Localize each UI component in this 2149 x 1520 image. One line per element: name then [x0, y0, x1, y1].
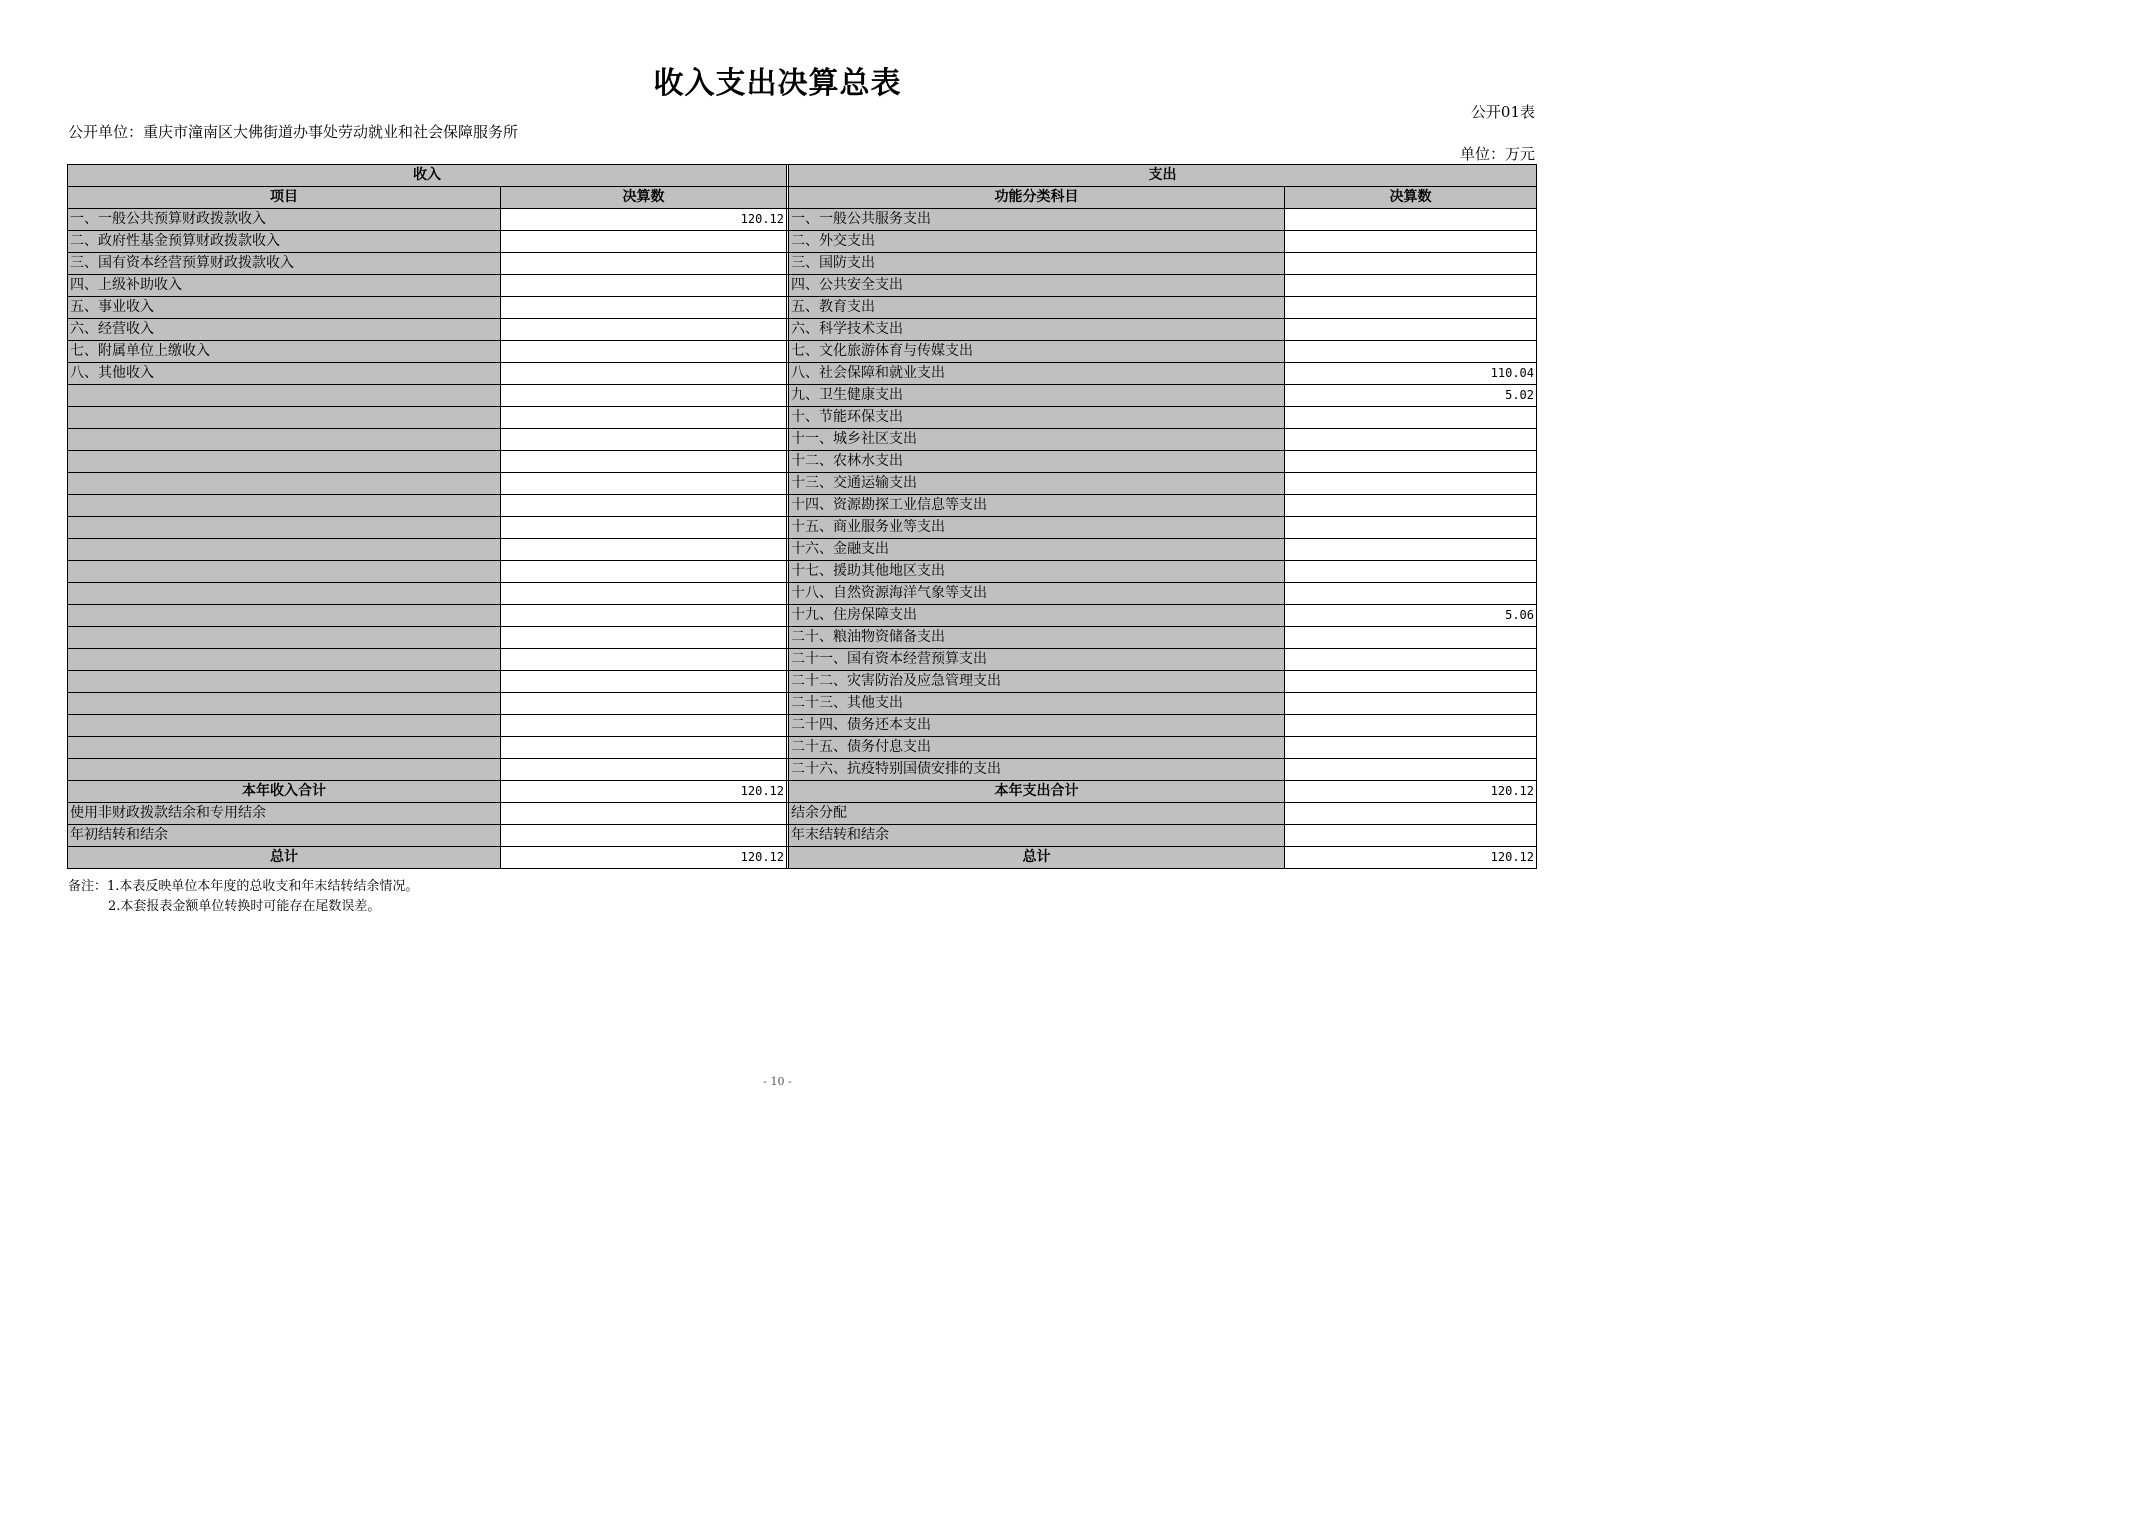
table-column-header-row	[68, 187, 1537, 209]
income-amount	[501, 561, 787, 583]
income-item	[68, 605, 501, 627]
expense-amount	[1285, 671, 1537, 693]
income-item: 八、其他收入	[68, 363, 501, 385]
expense-item: 十、节能环保支出	[789, 407, 1285, 429]
expense-item: 三、国防支出	[789, 253, 1285, 275]
expense-amount	[1285, 627, 1537, 649]
expense-amount	[1285, 825, 1537, 847]
expense-item: 十六、金融支出	[789, 539, 1285, 561]
table-row	[68, 715, 1537, 737]
income-item	[68, 517, 501, 539]
income-amount	[501, 605, 787, 627]
expense-item: 二十六、抗疫特别国债安排的支出	[789, 759, 1285, 781]
expense-amount	[1285, 275, 1537, 297]
income-amount	[501, 803, 787, 825]
income-amount	[501, 473, 787, 495]
income-amount	[501, 825, 787, 847]
expense-item: 九、卫生健康支出	[789, 385, 1285, 407]
income-item: 年初结转和结余	[68, 825, 501, 847]
table-row	[68, 231, 1537, 253]
expense-item: 七、文化旅游体育与传媒支出	[789, 341, 1285, 363]
table-row	[68, 451, 1537, 473]
page-number: - 10 -	[763, 1075, 792, 1088]
income-amount	[501, 407, 787, 429]
table-row	[68, 363, 1537, 385]
table-body	[68, 209, 1537, 781]
grand-total-label: 总计	[68, 847, 501, 869]
currency-unit: 单位：万元	[1459, 145, 1535, 163]
table-row	[68, 561, 1537, 583]
table-row	[68, 539, 1537, 561]
income-amount	[501, 253, 787, 275]
income-amount: 120.12	[501, 209, 787, 231]
income-item: 使用非财政拨款结余和专用结余	[68, 803, 501, 825]
expense-amount: 110.04	[1285, 363, 1537, 385]
table-row	[68, 737, 1537, 759]
expense-item: 六、科学技术支出	[789, 319, 1285, 341]
page-title: 收入支出决算总表	[653, 66, 902, 101]
grand-expense-total: 120.12	[1285, 847, 1537, 869]
expense-total-amount: 120.12	[1285, 781, 1537, 803]
expense-amount	[1285, 451, 1537, 473]
income-item: 七、附属单位上缴收入	[68, 341, 501, 363]
expense-amount	[1285, 715, 1537, 737]
expense-item: 一、一般公共服务支出	[789, 209, 1285, 231]
income-item	[68, 693, 501, 715]
income-amount	[501, 759, 787, 781]
expense-amount	[1285, 231, 1537, 253]
income-expense-table	[67, 164, 1537, 869]
table-row	[68, 385, 1537, 407]
expense-item: 二十、粮油物资储备支出	[789, 627, 1285, 649]
income-amount	[501, 275, 787, 297]
income-item: 三、国有资本经营预算财政拨款收入	[68, 253, 501, 275]
income-total-label: 本年收入合计	[68, 781, 501, 803]
income-amount	[501, 363, 787, 385]
income-amount	[501, 451, 787, 473]
income-item	[68, 737, 501, 759]
expense-amount	[1285, 539, 1537, 561]
table-row	[68, 319, 1537, 341]
table-row	[68, 671, 1537, 693]
expense-item: 二十五、债务付息支出	[789, 737, 1285, 759]
expense-total-label: 本年支出合计	[789, 781, 1285, 803]
income-header: 收入	[68, 165, 787, 187]
income-item: 二、政府性基金预算财政拨款收入	[68, 231, 501, 253]
expense-amount: 5.02	[1285, 385, 1537, 407]
expense-amount	[1285, 407, 1537, 429]
table-row	[68, 429, 1537, 451]
table-row	[68, 209, 1537, 231]
expense-item: 五、教育支出	[789, 297, 1285, 319]
income-item	[68, 627, 501, 649]
form-number: 公开01表	[1470, 103, 1535, 121]
balance-row	[68, 825, 1537, 847]
income-amount	[501, 649, 787, 671]
table-row	[68, 407, 1537, 429]
column-header-amount: 决算数	[501, 187, 787, 209]
income-amount	[501, 495, 787, 517]
income-amount	[501, 671, 787, 693]
grand-income-total: 120.12	[501, 847, 787, 869]
table-row	[68, 275, 1537, 297]
expense-item: 二、外交支出	[789, 231, 1285, 253]
column-header-item: 项目	[68, 187, 501, 209]
balance-row	[68, 803, 1537, 825]
note-2: 2.本套报表金额单位转换时可能存在尾数误差。	[108, 899, 381, 914]
expense-amount	[1285, 253, 1537, 275]
income-item: 六、经营收入	[68, 319, 501, 341]
expense-item: 二十四、债务还本支出	[789, 715, 1285, 737]
income-item	[68, 429, 501, 451]
expense-item: 十四、资源勘探工业信息等支出	[789, 495, 1285, 517]
income-item	[68, 561, 501, 583]
table-row	[68, 297, 1537, 319]
table-group-header-row	[68, 165, 1537, 187]
income-item	[68, 451, 501, 473]
table-row	[68, 473, 1537, 495]
expense-amount	[1285, 583, 1537, 605]
expense-item: 十二、农林水支出	[789, 451, 1285, 473]
income-item	[68, 407, 501, 429]
expense-item: 二十三、其他支出	[789, 693, 1285, 715]
income-amount	[501, 319, 787, 341]
table-row	[68, 341, 1537, 363]
expense-item: 十一、城乡社区支出	[789, 429, 1285, 451]
income-amount	[501, 583, 787, 605]
income-amount	[501, 517, 787, 539]
income-amount	[501, 341, 787, 363]
income-item	[68, 583, 501, 605]
table-row	[68, 495, 1537, 517]
expense-item: 年末结转和结余	[789, 825, 1285, 847]
income-total-amount: 120.12	[501, 781, 787, 803]
expense-amount	[1285, 737, 1537, 759]
income-item	[68, 385, 501, 407]
income-item	[68, 473, 501, 495]
income-item	[68, 715, 501, 737]
expense-amount	[1285, 319, 1537, 341]
income-amount	[501, 627, 787, 649]
expense-header: 支出	[789, 165, 1537, 187]
column-header-function: 功能分类科目	[789, 187, 1285, 209]
income-amount	[501, 297, 787, 319]
expense-amount	[1285, 561, 1537, 583]
expense-item: 十八、自然资源海洋气象等支出	[789, 583, 1285, 605]
expense-item: 十七、援助其他地区支出	[789, 561, 1285, 583]
income-amount	[501, 385, 787, 407]
income-amount	[501, 715, 787, 737]
income-amount	[501, 693, 787, 715]
table-row	[68, 649, 1537, 671]
table-row	[68, 627, 1537, 649]
expense-amount: 5.06	[1285, 605, 1537, 627]
table-row	[68, 583, 1537, 605]
income-item	[68, 759, 501, 781]
income-amount	[501, 539, 787, 561]
expense-amount	[1285, 473, 1537, 495]
expense-amount	[1285, 297, 1537, 319]
expense-item: 二十一、国有资本经营预算支出	[789, 649, 1285, 671]
income-amount	[501, 737, 787, 759]
table-row	[68, 605, 1537, 627]
annual-total-row	[68, 781, 1537, 803]
notes	[68, 877, 418, 917]
expense-amount	[1285, 341, 1537, 363]
income-item	[68, 495, 501, 517]
expense-amount	[1285, 429, 1537, 451]
expense-item: 十九、住房保障支出	[789, 605, 1285, 627]
income-amount	[501, 231, 787, 253]
grand-expense-label: 总计	[789, 847, 1285, 869]
expense-item: 十三、交通运输支出	[789, 473, 1285, 495]
expense-item: 结余分配	[789, 803, 1285, 825]
income-amount	[501, 429, 787, 451]
column-header-amount-expense: 决算数	[1285, 187, 1537, 209]
expense-amount	[1285, 517, 1537, 539]
income-item	[68, 671, 501, 693]
table-row	[68, 253, 1537, 275]
expense-item: 八、社会保障和就业支出	[789, 363, 1285, 385]
income-item: 五、事业收入	[68, 297, 501, 319]
expense-amount	[1285, 759, 1537, 781]
table-row	[68, 759, 1537, 781]
table-row	[68, 693, 1537, 715]
table-row	[68, 517, 1537, 539]
expense-amount	[1285, 803, 1537, 825]
expense-amount	[1285, 693, 1537, 715]
expense-item: 十五、商业服务业等支出	[789, 517, 1285, 539]
income-item	[68, 539, 501, 561]
table-summary	[68, 781, 1537, 869]
expense-amount	[1285, 495, 1537, 517]
reporting-unit: 公开单位：重庆市潼南区大佛街道办事处劳动就业和社会保障服务所	[68, 123, 519, 141]
grand-total-row	[68, 847, 1537, 869]
expense-item: 二十二、灾害防治及应急管理支出	[789, 671, 1285, 693]
note-1: 备注：1.本表反映单位本年度的总收支和年末结转结余情况。	[68, 879, 419, 894]
income-item: 四、上级补助收入	[68, 275, 501, 297]
expense-amount	[1285, 209, 1537, 231]
income-item	[68, 649, 501, 671]
expense-item: 四、公共安全支出	[789, 275, 1285, 297]
income-item: 一、一般公共预算财政拨款收入	[68, 209, 501, 231]
expense-amount	[1285, 649, 1537, 671]
